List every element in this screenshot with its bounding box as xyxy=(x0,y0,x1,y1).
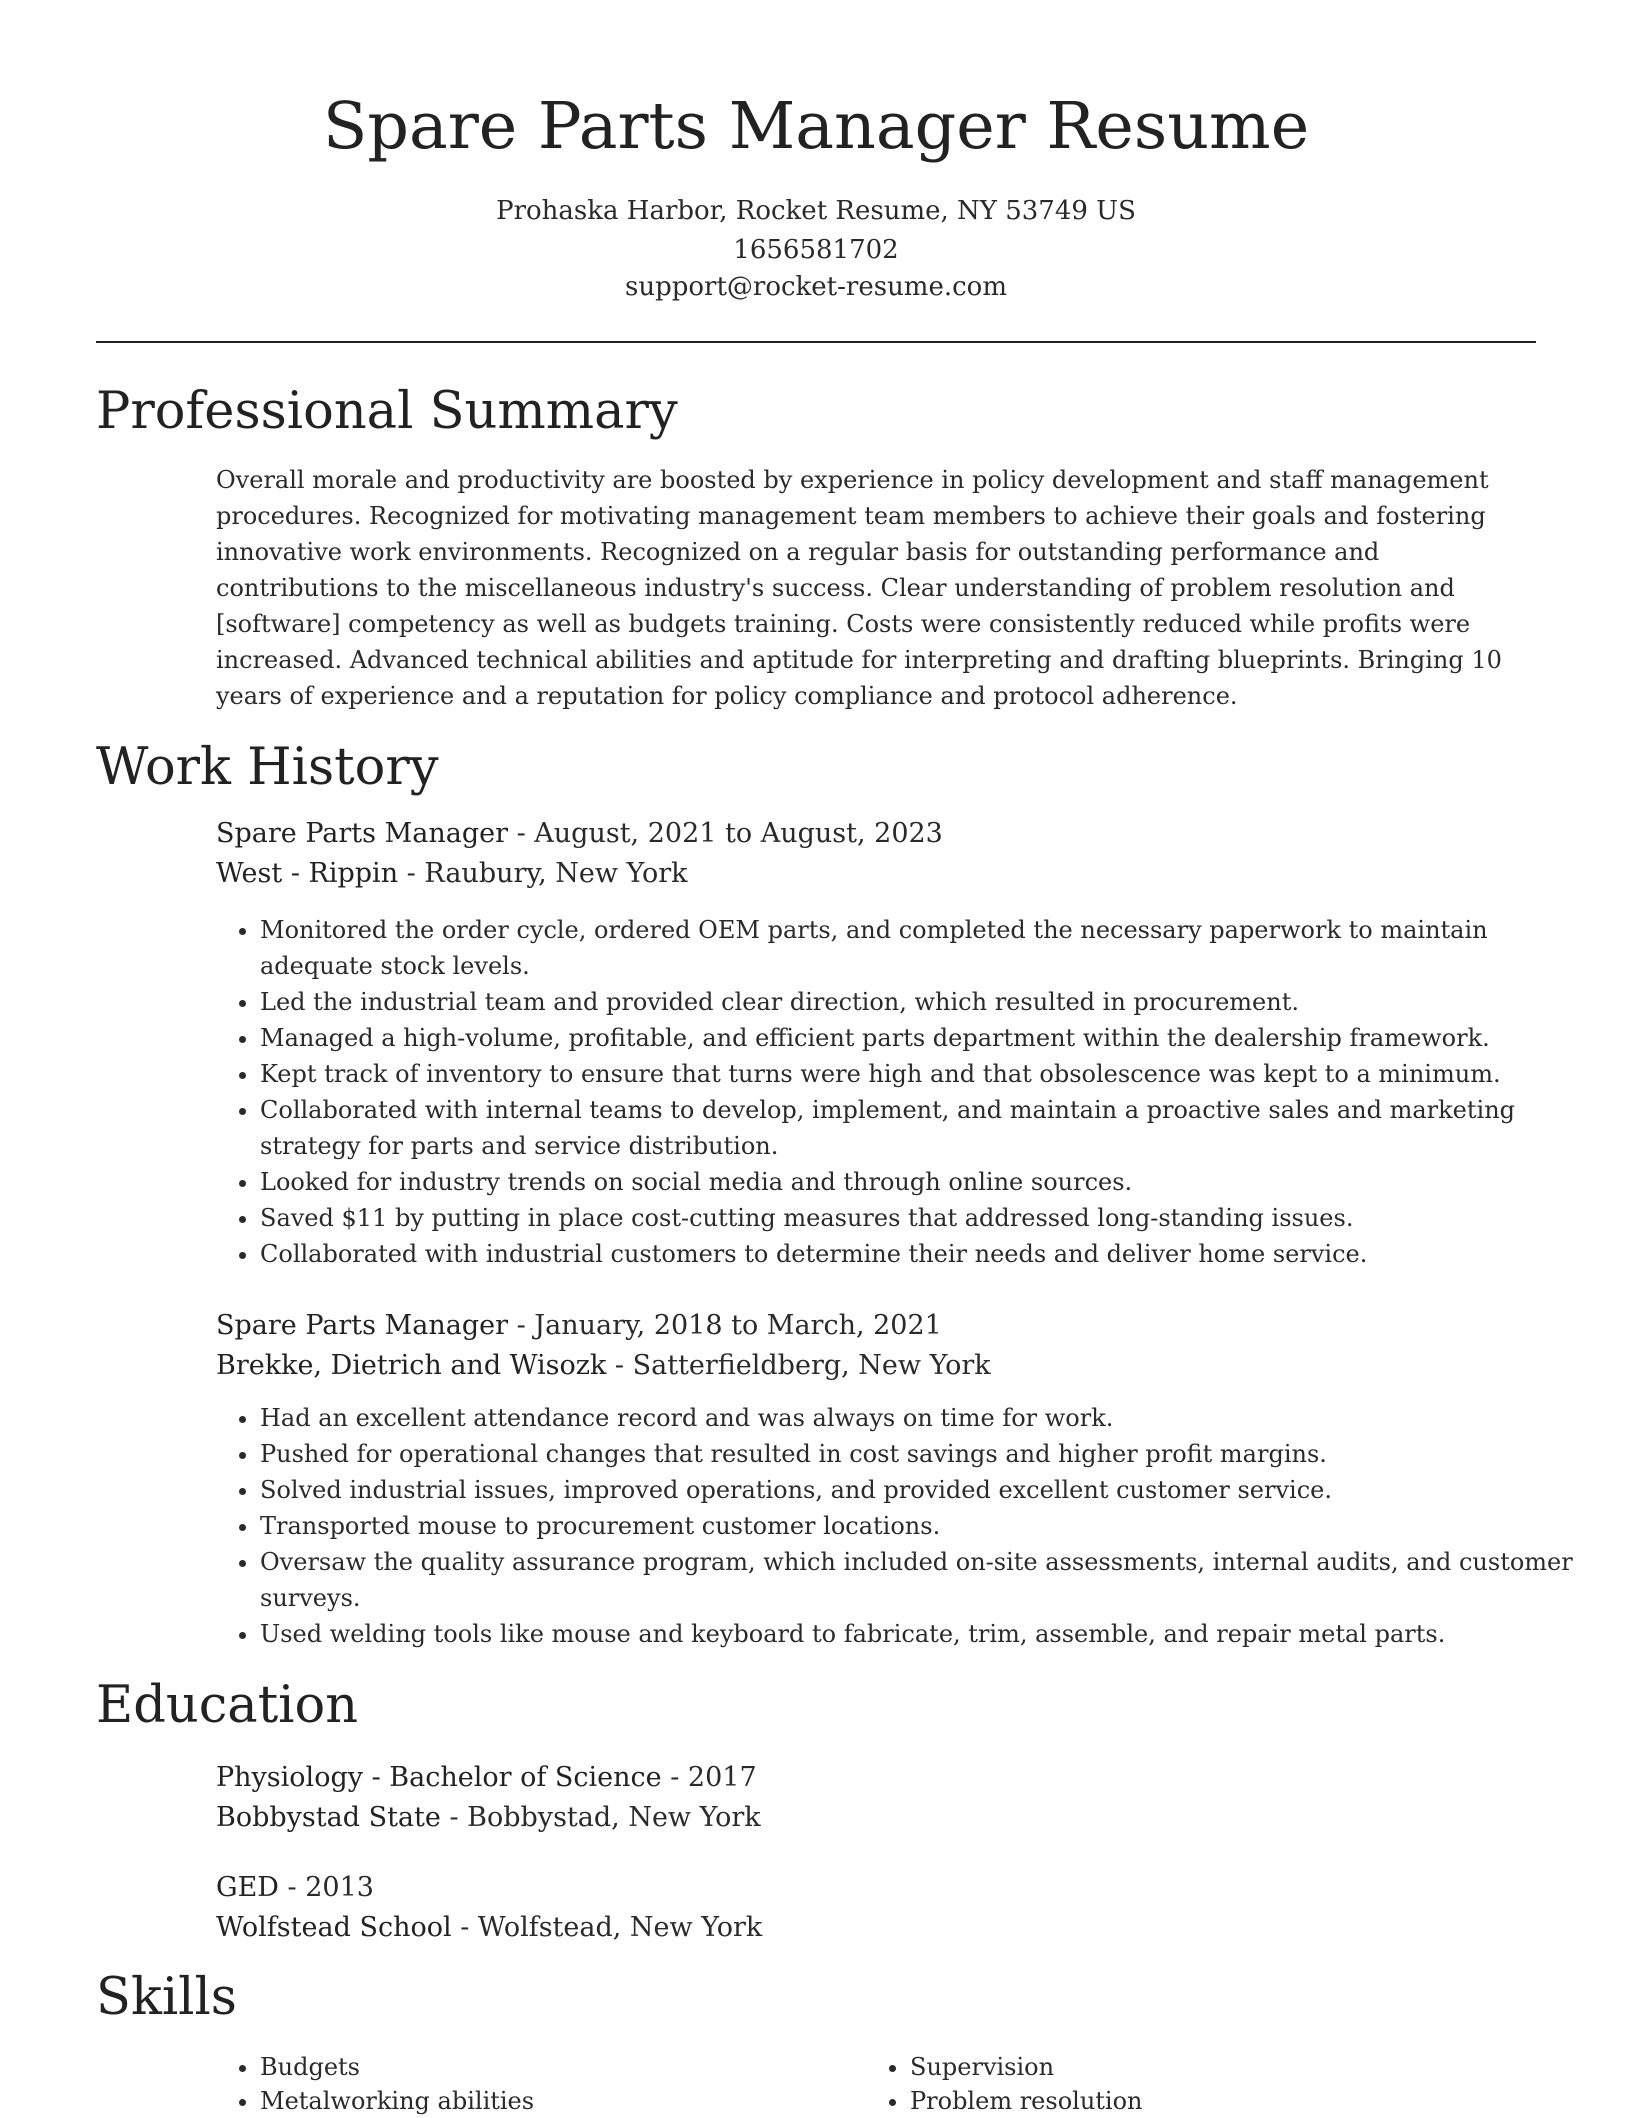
contact-address: Prohaska Harbor, Rocket Resume, NY 53749 US xyxy=(496,196,1136,226)
list-item: • Transported mouse to procurement customer locations. xyxy=(260,1508,1585,1544)
job-location: - Raubury, New York xyxy=(398,858,688,889)
job-dates: - August, 2021 to August, 2023 xyxy=(508,818,943,849)
resume-title: Spare Parts Manager Resume xyxy=(322,89,1310,164)
skill-item: • Metalworking abilities xyxy=(260,2084,820,2118)
job-location: - Satterfieldberg, New York xyxy=(606,1350,991,1381)
list-item: • Monitored the order cycle, ordered OEM parts, and completed the necessary paperwork to maintain adequate stock levels. xyxy=(260,912,1585,984)
edu-2-school-line xyxy=(216,1908,762,1948)
header-divider xyxy=(96,341,1536,343)
edu-1-school-line xyxy=(216,1798,761,1838)
edu-year: - 2013 xyxy=(278,1872,374,1903)
education-heading: Education xyxy=(96,1676,359,1735)
list-item: • Managed a high-volume, profitable, and efficient parts department within the dealership framework. xyxy=(260,1020,1585,1056)
skills-list-left xyxy=(216,2050,820,2118)
list-item: • Oversaw the quality assurance program, which included on-site assessments, internal audits, and customer surveys. xyxy=(260,1544,1585,1616)
job-1-title-line xyxy=(216,814,943,854)
edu-2-degree-line xyxy=(216,1868,374,1908)
job-company: Brekke, Dietrich and Wisozk xyxy=(216,1350,607,1381)
skills-list-right xyxy=(866,2050,1470,2118)
contact-phone: 1656581702 xyxy=(733,235,899,265)
list-item: • Kept track of inventory to ensure that turns were high and that obsolescence was kept to a minimum. xyxy=(260,1056,1585,1092)
edu-school: Bobbystad State xyxy=(216,1802,441,1833)
job-2-bullets xyxy=(216,1400,1585,1652)
job-1-company-line xyxy=(216,854,688,894)
list-item: • Pushed for operational changes that resulted in cost savings and higher profit margins. xyxy=(260,1436,1585,1472)
list-item: • Looked for industry trends on social media and through online sources. xyxy=(260,1164,1585,1200)
job-title: Spare Parts Manager xyxy=(216,818,508,849)
skills-heading: Skills xyxy=(96,1968,237,2027)
job-2-title-line xyxy=(216,1306,942,1346)
skill-item: • Budgets xyxy=(260,2050,820,2084)
job-1-bullets xyxy=(216,912,1585,1272)
contact-email: support@rocket-resume.com xyxy=(624,272,1007,302)
list-item: • Led the industrial team and provided clear direction, which resulted in procurement. xyxy=(260,984,1585,1020)
edu-year: - 2017 xyxy=(661,1762,757,1793)
list-item: • Had an excellent attendance record and was always on time for work. xyxy=(260,1400,1585,1436)
summary-heading: Professional Summary xyxy=(96,382,678,441)
list-item: • Solved industrial issues, improved operations, and provided excellent customer service. xyxy=(260,1472,1585,1508)
skill-item: • Problem resolution xyxy=(910,2084,1470,2118)
list-item: • Saved $11 by putting in place cost-cutting measures that addressed long-standing issues. xyxy=(260,1200,1585,1236)
skill-item: • Supervision xyxy=(910,2050,1470,2084)
edu-degree: GED xyxy=(216,1872,279,1903)
list-item: • Collaborated with industrial customers to determine their needs and deliver home service. xyxy=(260,1236,1585,1272)
edu-degree: Physiology - Bachelor of Science xyxy=(216,1762,662,1793)
edu-location: - Wolfstead, New York xyxy=(451,1912,763,1943)
job-company: West - Rippin xyxy=(216,858,399,889)
edu-location: - Bobbystad, New York xyxy=(440,1802,761,1833)
edu-school: Wolfstead School xyxy=(216,1912,452,1943)
job-title: Spare Parts Manager xyxy=(216,1310,508,1341)
work-history-heading: Work History xyxy=(96,738,439,797)
edu-1-degree-line xyxy=(216,1758,757,1798)
list-item: • Collaborated with internal teams to develop, implement, and maintain a proactive sales and marketing strategy for parts and service distribution. xyxy=(260,1092,1585,1164)
job-dates: - January, 2018 to March, 2021 xyxy=(508,1310,942,1341)
job-2-company-line xyxy=(216,1346,991,1386)
summary-text: Overall morale and productivity are boosted by experience in policy development and staff management procedures. Recognized for motivating management team members to achieve their goals and fostering innovative work environments. Recognized on a regular basis for outstanding performance and contributions to the miscellaneous industry's success. Clear understanding of problem resolution and [software] competency as well as budgets training. Costs were consistently reduced while profits were increased. Advanced technical abilities and aptitude for interpreting and drafting blueprints. Bringing 10 years of experience and a reputation for policy compliance and protocol adherence. xyxy=(216,466,1502,710)
list-item: • Used welding tools like mouse and keyboard to fabricate, trim, assemble, and repair metal parts. xyxy=(260,1616,1585,1652)
